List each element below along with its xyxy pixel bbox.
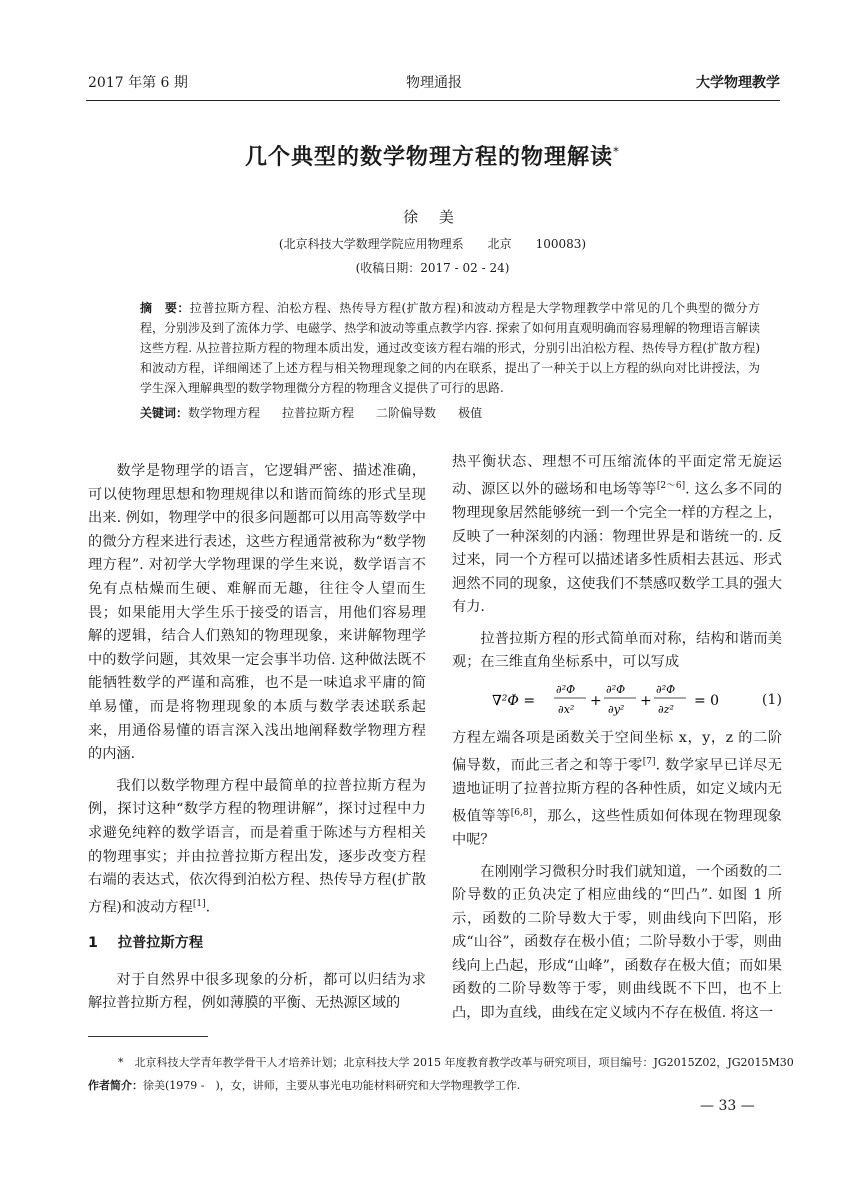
eq-num-x: ∂²Φ [556,683,576,697]
right-column [452,451,782,1026]
abstract-label: 摘 要： [140,301,190,315]
eq-plus: + [590,693,602,710]
paragraph: 我们以数学物理方程中最简单的拉普拉斯方程为例，探讨这种“数学方程的物理讲解”，探讨过程中力求避免纯粹的数学语言，而是着重于陈述与方程相关的物理事实；并由拉普拉斯方程出发，逐步改变方程右端的表达式，依次得到泊松方程、热传导方程(扩散方程)和波动方程[1]. [88,777,426,916]
eq-lhs: ∇²Φ = [492,693,536,710]
keyword: 极值 [458,406,483,420]
issue-label: 2017 年第 6 期 [88,75,188,91]
section-heading [88,932,426,956]
section-number: 1 [88,935,98,952]
title-footnote-mark: * [613,144,620,159]
abstract-text: 拉普拉斯方程、泊松方程、热传导方程(扩散方程)和波动方程是大学物理教学中常见的几个典型的微分方程，分别涉及到了流体力学、电磁学、热学和波动等重点教学内容. 探索了如何用直观明确而容易理解的物理语言解读这些方程. 从拉普拉斯方程的物理本质出发，通过改变该方程右端的形式，分别引出泊松方程、热传导方程(扩散方程)和波动方程，详细阐述了上述方程与相关物理现象之间的内在联系，提出了一种关于以上方程的纵向对比讲授法，为学生深入理解典型的数学物理微分方程的物理含义提供了可行的思路. [140,301,760,395]
citation: [1] [192,898,206,909]
citation: [6,8] [510,807,533,818]
eq-num-y: ∂²Φ [606,683,626,697]
eq-plus: + [640,693,652,710]
abstract [140,298,760,398]
paragraph: 拉普拉斯方程的形式简单而对称，结构和谐而美观；在三维直角坐标系中，可以写成 [452,630,782,671]
paragraph: 方程左端各项是函数关于空间坐标 x，y，z 的二阶偏导数，而此三者之和等于零[7]. 数学家早已详尽无遗地证明了拉普拉斯方程的各种性质，如定义域内无极值等等[6,8]，那么，这些性质如何体现在物理现象中呢？ [452,730,782,848]
eq-den-x: ∂x² [558,703,575,717]
eq-den-y: ∂y² [608,703,625,717]
citation: [2～6] [656,480,686,491]
page-number: — 33 — [700,1098,755,1114]
affiliation: (北京科技大学数理学院应用物理系 北京 100083) [278,237,587,251]
eq-num-z: ∂²Φ [656,683,676,697]
author-name: 徐 美 [403,208,462,226]
equation-1 [452,677,782,721]
running-header [88,72,780,96]
footnote-rule [88,1036,208,1037]
article-title: 几个典型的数学物理方程的物理解读* [244,144,620,170]
equation-number: (1) [761,692,782,709]
laplace-equation [492,677,752,721]
header-rule [86,100,780,101]
paragraph: 热平衡状态、理想不可压缩流体的平面定常无旋运动、源区以外的磁场和电场等等[2～6]. 这么多不同的物理现象居然能够统一到一个完全一样的方程之上，反映了一种深刻的内涵：物理世界是和谐统一的. 反过来，同一个方程可以描述诸多性质相去甚远、形式迥然不同的现象，这使我们不禁感叹数学工具的强大有力. [452,454,782,616]
keywords-label: 关键词： [140,406,189,420]
journal-name: 物理通报 [406,75,462,91]
eq-den-z: ∂z² [658,703,674,717]
paragraph: 对于自然界中很多现象的分析，都可以归结为求解拉普拉斯方程，例如薄膜的平衡、无热源区域的 [88,971,426,1012]
received-date: (收稿日期：2017 - 02 - 24) [355,261,510,275]
eq-rhs: = 0 [694,693,720,710]
keywords [140,404,760,421]
author-bio-footnote: 作者简介：徐美(1979 - )，女，讲师，主要从事光电功能材料研究和大学物理教学工作. [88,1079,521,1092]
keyword: 拉普拉斯方程 [282,406,355,420]
funding-footnote: * 北京科技大学青年教学骨干人才培养计划；北京科技大学 2015 年度教育教学改革与研究项目，项目编号：JG2015Z02，JG2015M30 [118,1056,794,1069]
citation: [7] [642,756,656,767]
keyword: 数学物理方程 [188,406,261,420]
keyword: 二阶偏导数 [376,406,437,420]
section-name: 大学物理教学 [696,75,780,91]
paragraph: 数学是物理学的语言，它逻辑严密、描述准确，可以使物理思想和物理规律以和谐而简练的形式呈现出来. 例如，物理学中的很多问题都可以用高等数学中的微分方程来进行表述，这些方程通常被称为“数学物理方程”. 对初学大学物理课的学生来说，数学语言不免有点枯燥而生硬、难解而无趣，往往令人望而生畏；如果能用大学生乐于接受的语言，用他们容易理解的逻辑，结合人们熟知的物理现象，来讲解物理学中的数学问题，其效果一定会事半功倍. 这种做法既不能牺牲数学的严谨和高雅，也不是一味追求平庸的简单易懂，而是将物理现象的本质与数学表述联系起来，用通俗易懂的语言深入浅出地阐释数学物理方程的内涵. [88,463,426,763]
paragraph: 在刚刚学习微积分时我们就知道，一个函数的二阶导数的正负决定了相应曲线的“凹凸”. 如图 1 所示，函数的二阶导数大于零，则曲线向下凹陷，形成“山谷”，函数存在极小值；二阶导数小于零，则曲线向上凸起，形成“山峰”，函数存在极大值；而如果函数的二阶导数等于零，则曲线既不下凹，也不上凸，即为直线，曲线在定义域内不存在极值. 将这一 [452,863,782,1022]
left-column [88,460,426,1016]
section-title: 拉普拉斯方程 [117,935,204,952]
